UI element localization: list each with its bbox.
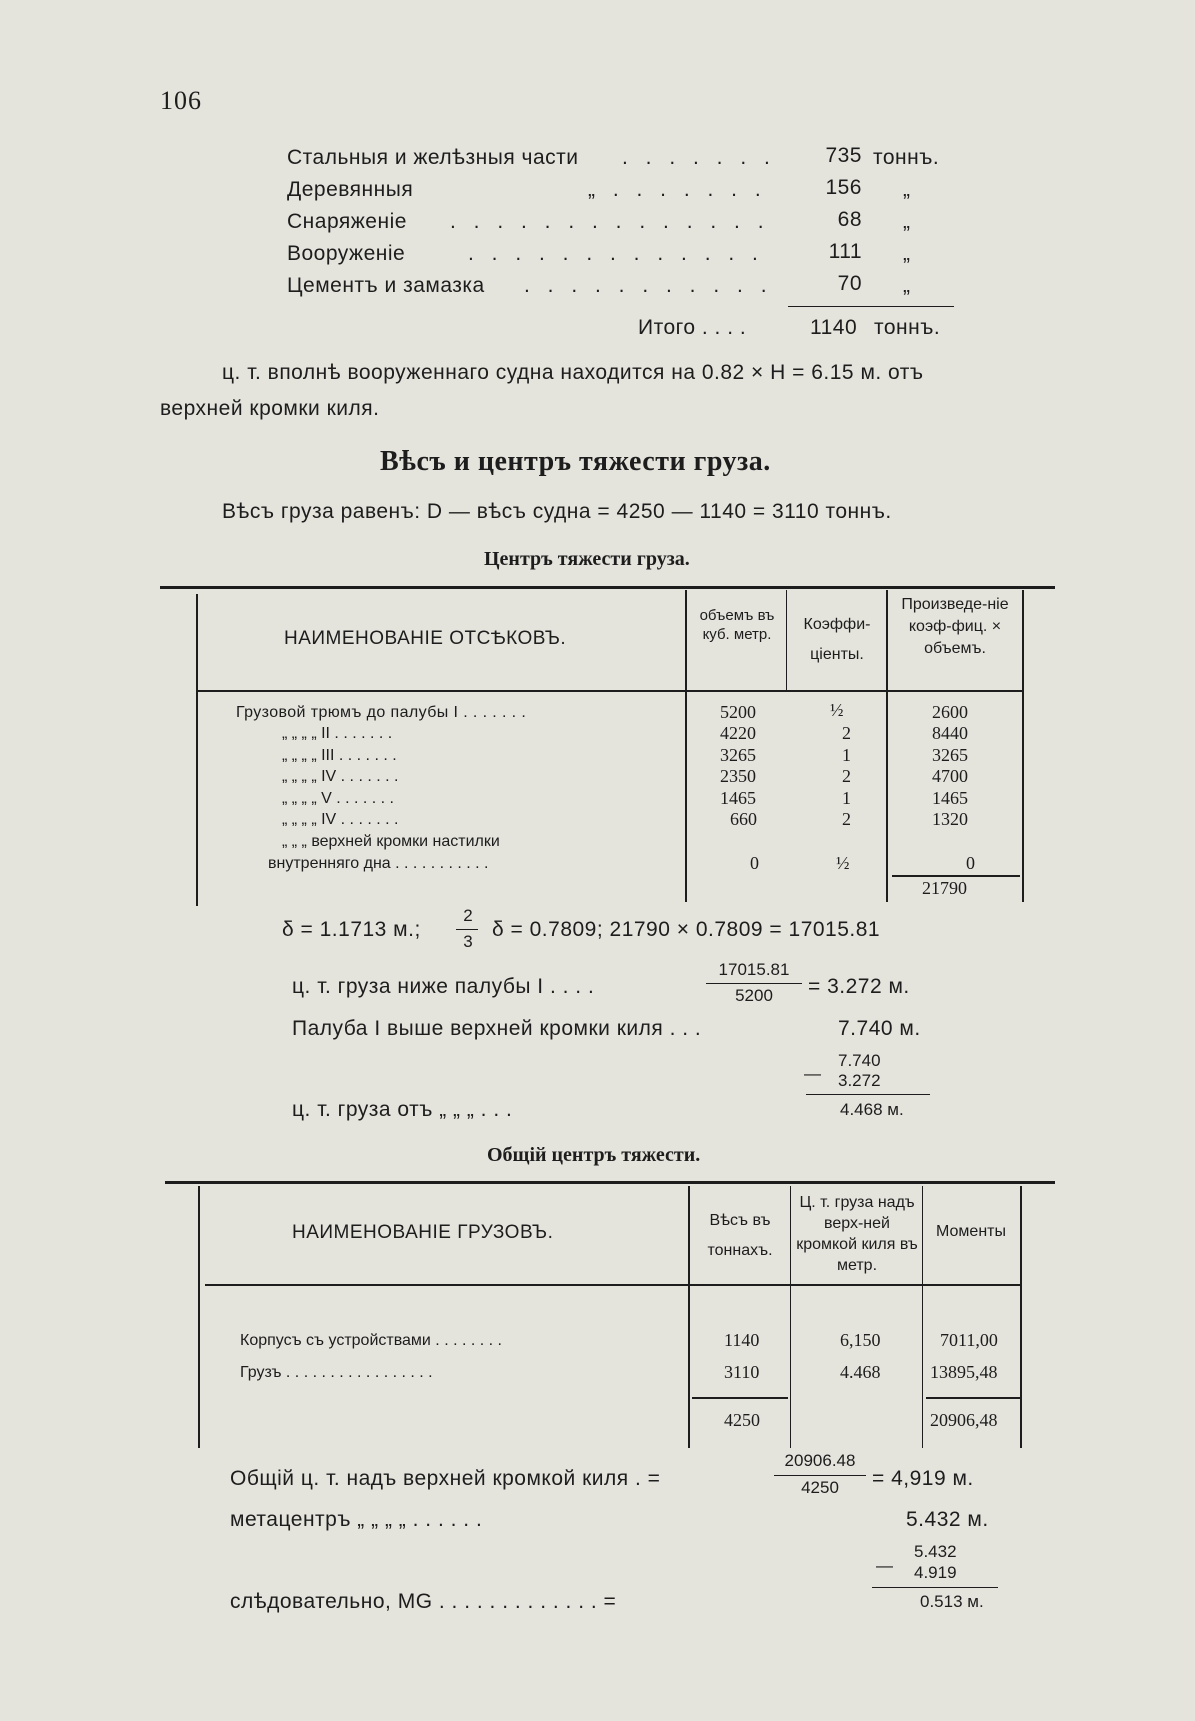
table-row-volume: 0 bbox=[750, 853, 759, 873]
weight-item-name: Вооруженіе bbox=[287, 242, 406, 265]
table-col-rule bbox=[685, 590, 687, 902]
th-compartment-name: НАИМЕНОВАНІЕ ОТСѢКОВЪ. bbox=[284, 628, 567, 649]
sum-rule bbox=[892, 875, 1020, 877]
table-top-rule bbox=[160, 586, 1055, 589]
table2-total-moment: 20906,48 bbox=[930, 1410, 998, 1430]
table-row-name: Грузовой трюмъ до палубы I . . . . . . . bbox=[236, 704, 527, 721]
weight-item-dots: „ . . . . . . . bbox=[588, 178, 767, 201]
metacentre-label: метацентръ „ „ „ „ . . . . . . bbox=[230, 1508, 483, 1531]
table-row-product: 3265 bbox=[932, 745, 968, 765]
weight-item-dots: . . . . . . . bbox=[622, 146, 776, 169]
delta-value: δ = 1.1713 м.; bbox=[282, 918, 421, 941]
table2-title: Общій центръ тяжести. bbox=[487, 1144, 701, 1166]
table-row-name-line2: внутренняго дна . . . . . . . . . . . bbox=[268, 855, 489, 872]
weight-item-value: 68 bbox=[837, 208, 862, 231]
table-row-volume: 4220 bbox=[720, 723, 756, 743]
table-row-name: „ „ „ „ IV . . . . . . . bbox=[282, 811, 399, 828]
sum-rule bbox=[788, 306, 954, 307]
table-row-product: 2600 bbox=[932, 702, 968, 722]
th-weight: Вѣсъ въ тоннахъ. bbox=[707, 1212, 773, 1259]
table-row-volume: 2350 bbox=[720, 766, 756, 786]
fraction-numerator: 20906.48 bbox=[784, 1451, 856, 1470]
subtraction-minuend: 7.740 bbox=[838, 1051, 881, 1070]
table-row-coef: 2 bbox=[842, 766, 851, 786]
weight-item-unit: „ bbox=[903, 274, 911, 297]
table1-total: 21790 bbox=[922, 878, 967, 898]
cg-from-value: 4.468 м. bbox=[840, 1100, 904, 1119]
cg-below-deck-label: ц. т. груза ниже палубы I . . . . bbox=[292, 975, 595, 998]
weight-item-dots: . . . . . . . . . . . . . . bbox=[450, 210, 770, 233]
table-row-weight: 1140 bbox=[724, 1330, 760, 1350]
fraction-bar bbox=[456, 929, 478, 930]
th-coefficients: Коэффи-ціенты. bbox=[803, 616, 871, 663]
table-right-rule bbox=[1022, 590, 1024, 902]
subtraction-minuend: 5.432 bbox=[914, 1542, 957, 1561]
th-cg-height: Ц. т. груза надъ верх-ней кромкой киля въ метр. bbox=[796, 1194, 918, 1274]
table-row-product: 0 bbox=[966, 853, 975, 873]
table-row-moment: 7011,00 bbox=[940, 1330, 998, 1350]
cg-paragraph-line1: ц. т. вполнѣ вооруженнаго судна находится на 0.82 × H = 6.15 м. отъ bbox=[222, 361, 924, 384]
weight-item-name: Снаряженіе bbox=[287, 210, 407, 233]
table-top-rule bbox=[165, 1181, 1055, 1184]
table-row-coef: 2 bbox=[842, 723, 851, 743]
table-row-product: 4700 bbox=[932, 766, 968, 786]
table-row-coef: 2 bbox=[842, 809, 851, 829]
table-row-product: 8440 bbox=[932, 723, 968, 743]
table-left-rule bbox=[196, 594, 198, 906]
table-col-rule bbox=[786, 590, 787, 690]
cg-paragraph-line2: верхней кромки киля. bbox=[160, 397, 380, 420]
th-volume: объемъ въ куб. метр. bbox=[699, 607, 775, 643]
subtraction-subtrahend: 3.272 bbox=[838, 1071, 881, 1090]
table-row-volume: 660 bbox=[730, 809, 757, 829]
table-row-product: 1465 bbox=[932, 788, 968, 808]
weight-item-unit: „ bbox=[903, 242, 911, 265]
table-col-rule bbox=[886, 590, 888, 902]
deck-height-value: 7.740 м. bbox=[838, 1017, 921, 1040]
weight-item-dots: . . . . . . . . . . . . . bbox=[468, 242, 764, 265]
table-row-weight: 3110 bbox=[724, 1362, 760, 1382]
fraction-bar bbox=[774, 1475, 866, 1476]
minus-sign: — bbox=[876, 1556, 893, 1575]
weight-item-name: Стальныя и желѣзныя части bbox=[287, 146, 579, 169]
sum-rule bbox=[872, 1587, 998, 1588]
fraction-bar bbox=[706, 983, 802, 984]
page-number: 106 bbox=[160, 86, 202, 115]
minus-sign: — bbox=[804, 1064, 821, 1083]
table1-title: Центръ тяжести груза. bbox=[484, 548, 690, 570]
table-col-rule bbox=[922, 1186, 923, 1448]
table-row-name: „ „ „ „ IV . . . . . . . bbox=[282, 768, 399, 785]
table-right-rule bbox=[1020, 1186, 1022, 1448]
fraction-denominator: 5200 bbox=[735, 986, 773, 1005]
cargo-weight-line: Вѣсъ груза равенъ: D — вѣсъ судна = 4250 — 1140 = 3110 тоннъ. bbox=[222, 500, 892, 523]
general-cg-result: = 4,919 м. bbox=[872, 1467, 974, 1490]
fraction-denominator: 3 bbox=[463, 932, 473, 951]
table-row-name: „ „ „ „ II . . . . . . . bbox=[282, 725, 393, 742]
weight-item-value: 70 bbox=[837, 272, 862, 295]
th-cargo-name: НАИМЕНОВАНІЕ ГРУЗОВЪ. bbox=[292, 1222, 554, 1243]
fraction-numerator: 2 bbox=[463, 906, 473, 925]
metacentre-value: 5.432 м. bbox=[906, 1508, 989, 1531]
general-cg-label: Общій ц. т. надъ верхней кромкой киля . = bbox=[230, 1467, 661, 1490]
table2-total-weight: 4250 bbox=[724, 1410, 760, 1430]
weight-item-unit: тоннъ. bbox=[873, 146, 940, 169]
table-header-rule bbox=[205, 1284, 1020, 1286]
delta-product: δ = 0.7809; 21790 × 0.7809 = 17015.81 bbox=[492, 918, 881, 941]
weight-item-unit: „ bbox=[903, 178, 911, 201]
mg-label: слѣдовательно, MG . . . . . . . . . . . . . = bbox=[230, 1590, 617, 1613]
table-col-rule bbox=[688, 1186, 690, 1448]
cg-from-label: ц. т. груза отъ „ „ „ . . . bbox=[292, 1098, 513, 1121]
weight-item-name: Цементъ и замазка bbox=[287, 274, 485, 297]
subtraction-subtrahend: 4.919 bbox=[914, 1563, 957, 1582]
th-product: Произведе-ніе коэф-фиц. × объемъ. bbox=[901, 596, 1009, 657]
table-row-name: Корпусъ съ устройствами . . . . . . . . bbox=[240, 1332, 502, 1349]
table-col-rule bbox=[790, 1186, 791, 1448]
deck-height-label: Палуба I выше верхней кромки киля . . . bbox=[292, 1017, 702, 1040]
table-row-name-line1: „ „ „ верхней кромки настилки bbox=[282, 833, 500, 850]
table-row-name: „ „ „ „ III . . . . . . . bbox=[282, 747, 397, 764]
weights-total-label: Итого . . . . bbox=[638, 316, 747, 339]
weight-item-value: 156 bbox=[825, 176, 862, 199]
fraction-denominator: 4250 bbox=[801, 1478, 839, 1497]
weight-item-dots: . . . . . . . . . . . bbox=[524, 274, 773, 297]
table-row-coef: ½ bbox=[836, 853, 850, 873]
fraction-numerator: 17015.81 bbox=[718, 960, 790, 979]
table-header-rule bbox=[198, 690, 1022, 692]
th-moments: Моменты bbox=[936, 1223, 1006, 1240]
weight-item-value: 111 bbox=[828, 240, 862, 263]
cg-below-result: = 3.272 м. bbox=[808, 975, 910, 998]
table-row-volume: 1465 bbox=[720, 788, 756, 808]
table-left-rule bbox=[198, 1186, 200, 1448]
mg-value: 0.513 м. bbox=[920, 1592, 984, 1611]
sum-rule bbox=[926, 1397, 1020, 1399]
table-row-moment: 13895,48 bbox=[930, 1362, 998, 1382]
weight-item-unit: „ bbox=[903, 210, 911, 233]
weight-item-value: 735 bbox=[825, 144, 862, 167]
weights-total-unit: тоннъ. bbox=[874, 316, 941, 339]
table-row-cg: 6,150 bbox=[840, 1330, 881, 1350]
table-row-cg: 4.468 bbox=[840, 1362, 881, 1382]
table-row-coef: 1 bbox=[842, 745, 851, 765]
table-row-coef: ½ bbox=[830, 700, 844, 720]
table-row-volume: 3265 bbox=[720, 745, 756, 765]
table-row-volume: 5200 bbox=[720, 702, 756, 722]
sum-rule bbox=[692, 1397, 788, 1399]
weight-item-name: Деревянныя bbox=[287, 178, 414, 201]
table-row-name: Грузъ . . . . . . . . . . . . . . . . . bbox=[240, 1364, 433, 1381]
weights-total-value: 1140 bbox=[810, 316, 858, 339]
table-row-name: „ „ „ „ V . . . . . . . bbox=[282, 790, 394, 807]
sum-rule bbox=[806, 1094, 930, 1095]
table-row-coef: 1 bbox=[842, 788, 851, 808]
section-title: Вѣсъ и центръ тяжести груза. bbox=[380, 446, 771, 477]
table-row-product: 1320 bbox=[932, 809, 968, 829]
